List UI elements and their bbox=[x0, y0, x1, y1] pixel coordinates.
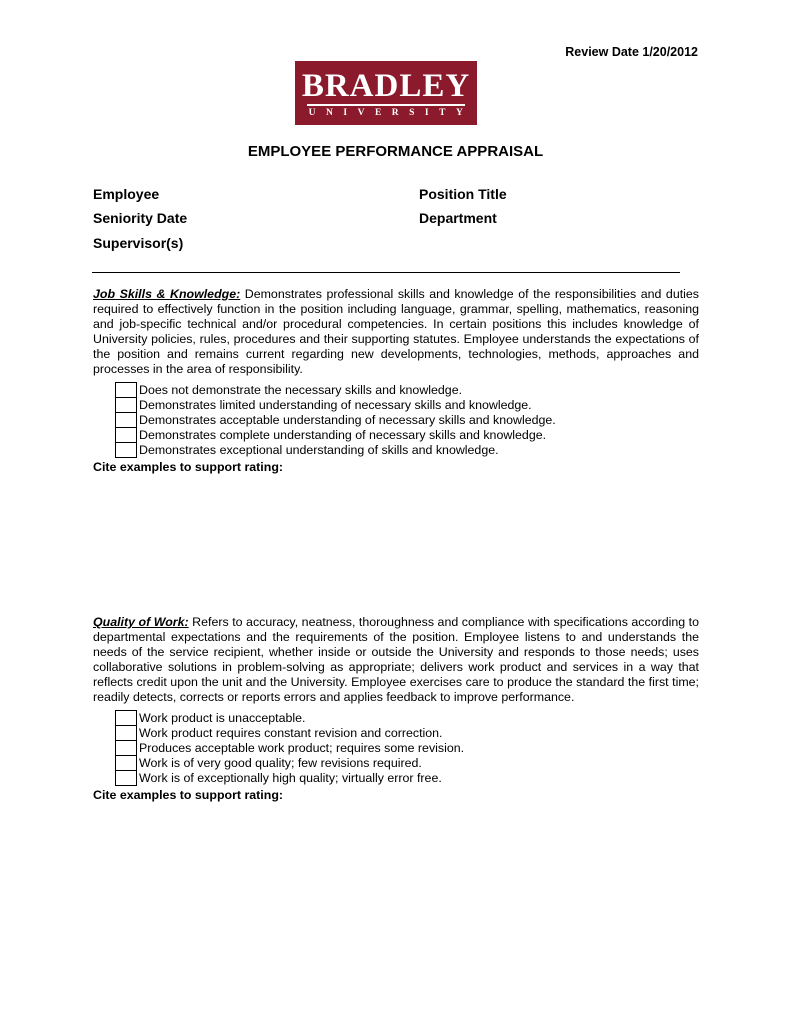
seniority-date-label: Seniority Date bbox=[93, 210, 188, 226]
rating-option-label: Demonstrates acceptable understanding of necessary skills and knowledge. bbox=[139, 413, 556, 427]
rating-option[interactable] bbox=[93, 413, 699, 428]
section-description-text: Refers to accuracy, neatness, thoroughness and compliance with specifications according to departmental expectations and the requirements of the position. Employee listens to and understands the needs of the service recipient, whether inside or outside the University and responds to those needs; uses collaborative solutions in problem-solving as appropriate; delivers work product and services in a way that reflects credit upon the unit and the University. Employee exercises care to produce the standard the first time; readily detects, corrects or reports errors and applies feedback to improve performance. bbox=[93, 615, 700, 704]
form-title: EMPLOYEE PERFORMANCE APPRAISAL bbox=[247, 143, 544, 160]
logo-wordmark: BRADLEY bbox=[301, 67, 471, 104]
rating-checkbox[interactable] bbox=[115, 725, 137, 740]
section-job-skills bbox=[93, 287, 699, 475]
rating-option[interactable] bbox=[93, 756, 699, 771]
rating-option-label: Work product requires constant revision and correction. bbox=[139, 726, 443, 740]
section-description bbox=[93, 615, 699, 705]
rating-option-label: Work is of exceptionally high quality; virtually error free. bbox=[139, 771, 442, 785]
rating-checkbox[interactable] bbox=[115, 710, 137, 725]
cite-examples-label: Cite examples to support rating: bbox=[93, 460, 284, 474]
rating-option-label: Demonstrates limited understanding of necessary skills and knowledge. bbox=[139, 398, 532, 412]
cite-examples-label: Cite examples to support rating: bbox=[93, 788, 284, 802]
rating-option-label: Demonstrates complete understanding of necessary skills and knowledge. bbox=[139, 428, 547, 442]
rating-option-label: Does not demonstrate the necessary skills and knowledge. bbox=[139, 383, 463, 397]
logo-rule bbox=[307, 104, 465, 106]
rating-checkbox[interactable] bbox=[115, 382, 137, 397]
employee-label: Employee bbox=[93, 186, 160, 202]
rating-option[interactable] bbox=[93, 741, 699, 756]
section-description-text: Demonstrates professional skills and knowledge of the responsibilities and duties required to effectively function in the position including language, grammar, spelling, mathematics, reasoning and job-specific technical and/or procedural competencies. In certain positions this includes knowledge of University policies, rules, procedures and their supporting statutes. Employee understands the expectations of the position and remains current regarding new developments, technologies, methods, approaches and processes in the area of responsibility. bbox=[93, 287, 699, 376]
rating-option[interactable] bbox=[93, 443, 699, 458]
rating-checkbox[interactable] bbox=[115, 427, 137, 442]
rating-option-label: Produces acceptable work product; requires some revision. bbox=[139, 741, 465, 755]
rating-checkbox[interactable] bbox=[115, 412, 137, 427]
rating-checkbox[interactable] bbox=[115, 770, 137, 786]
header-divider bbox=[92, 272, 680, 273]
rating-option-label: Demonstrates exceptional understanding of skills and knowledge. bbox=[139, 443, 499, 457]
rating-option[interactable] bbox=[93, 726, 699, 741]
rating-checkbox[interactable] bbox=[115, 755, 137, 770]
rating-checkbox[interactable] bbox=[115, 397, 137, 412]
rating-option-label: Work product is unacceptable. bbox=[139, 711, 306, 725]
section-heading: Quality of Work: bbox=[93, 615, 189, 629]
review-date: Review Date 1/20/2012 bbox=[565, 45, 698, 59]
rating-checkbox[interactable] bbox=[115, 740, 137, 755]
supervisor-label: Supervisor(s) bbox=[93, 235, 184, 251]
rating-options bbox=[93, 711, 699, 786]
logo-subtitle: UNIVERSITY bbox=[308, 107, 474, 118]
rating-option-label: Work is of very good quality; few revisions required. bbox=[139, 756, 422, 770]
section-description bbox=[93, 287, 699, 377]
rating-checkbox[interactable] bbox=[115, 442, 137, 458]
position-title-label: Position Title bbox=[419, 186, 507, 202]
section-heading: Job Skills & Knowledge: bbox=[93, 287, 241, 301]
rating-options bbox=[93, 383, 699, 458]
department-label: Department bbox=[419, 210, 497, 226]
rating-option[interactable] bbox=[93, 428, 699, 443]
bradley-university-logo bbox=[295, 61, 477, 125]
section-quality-of-work bbox=[93, 615, 699, 803]
rating-option[interactable] bbox=[93, 711, 699, 726]
rating-option[interactable] bbox=[93, 383, 699, 398]
rating-option[interactable] bbox=[93, 771, 699, 786]
rating-option[interactable] bbox=[93, 398, 699, 413]
